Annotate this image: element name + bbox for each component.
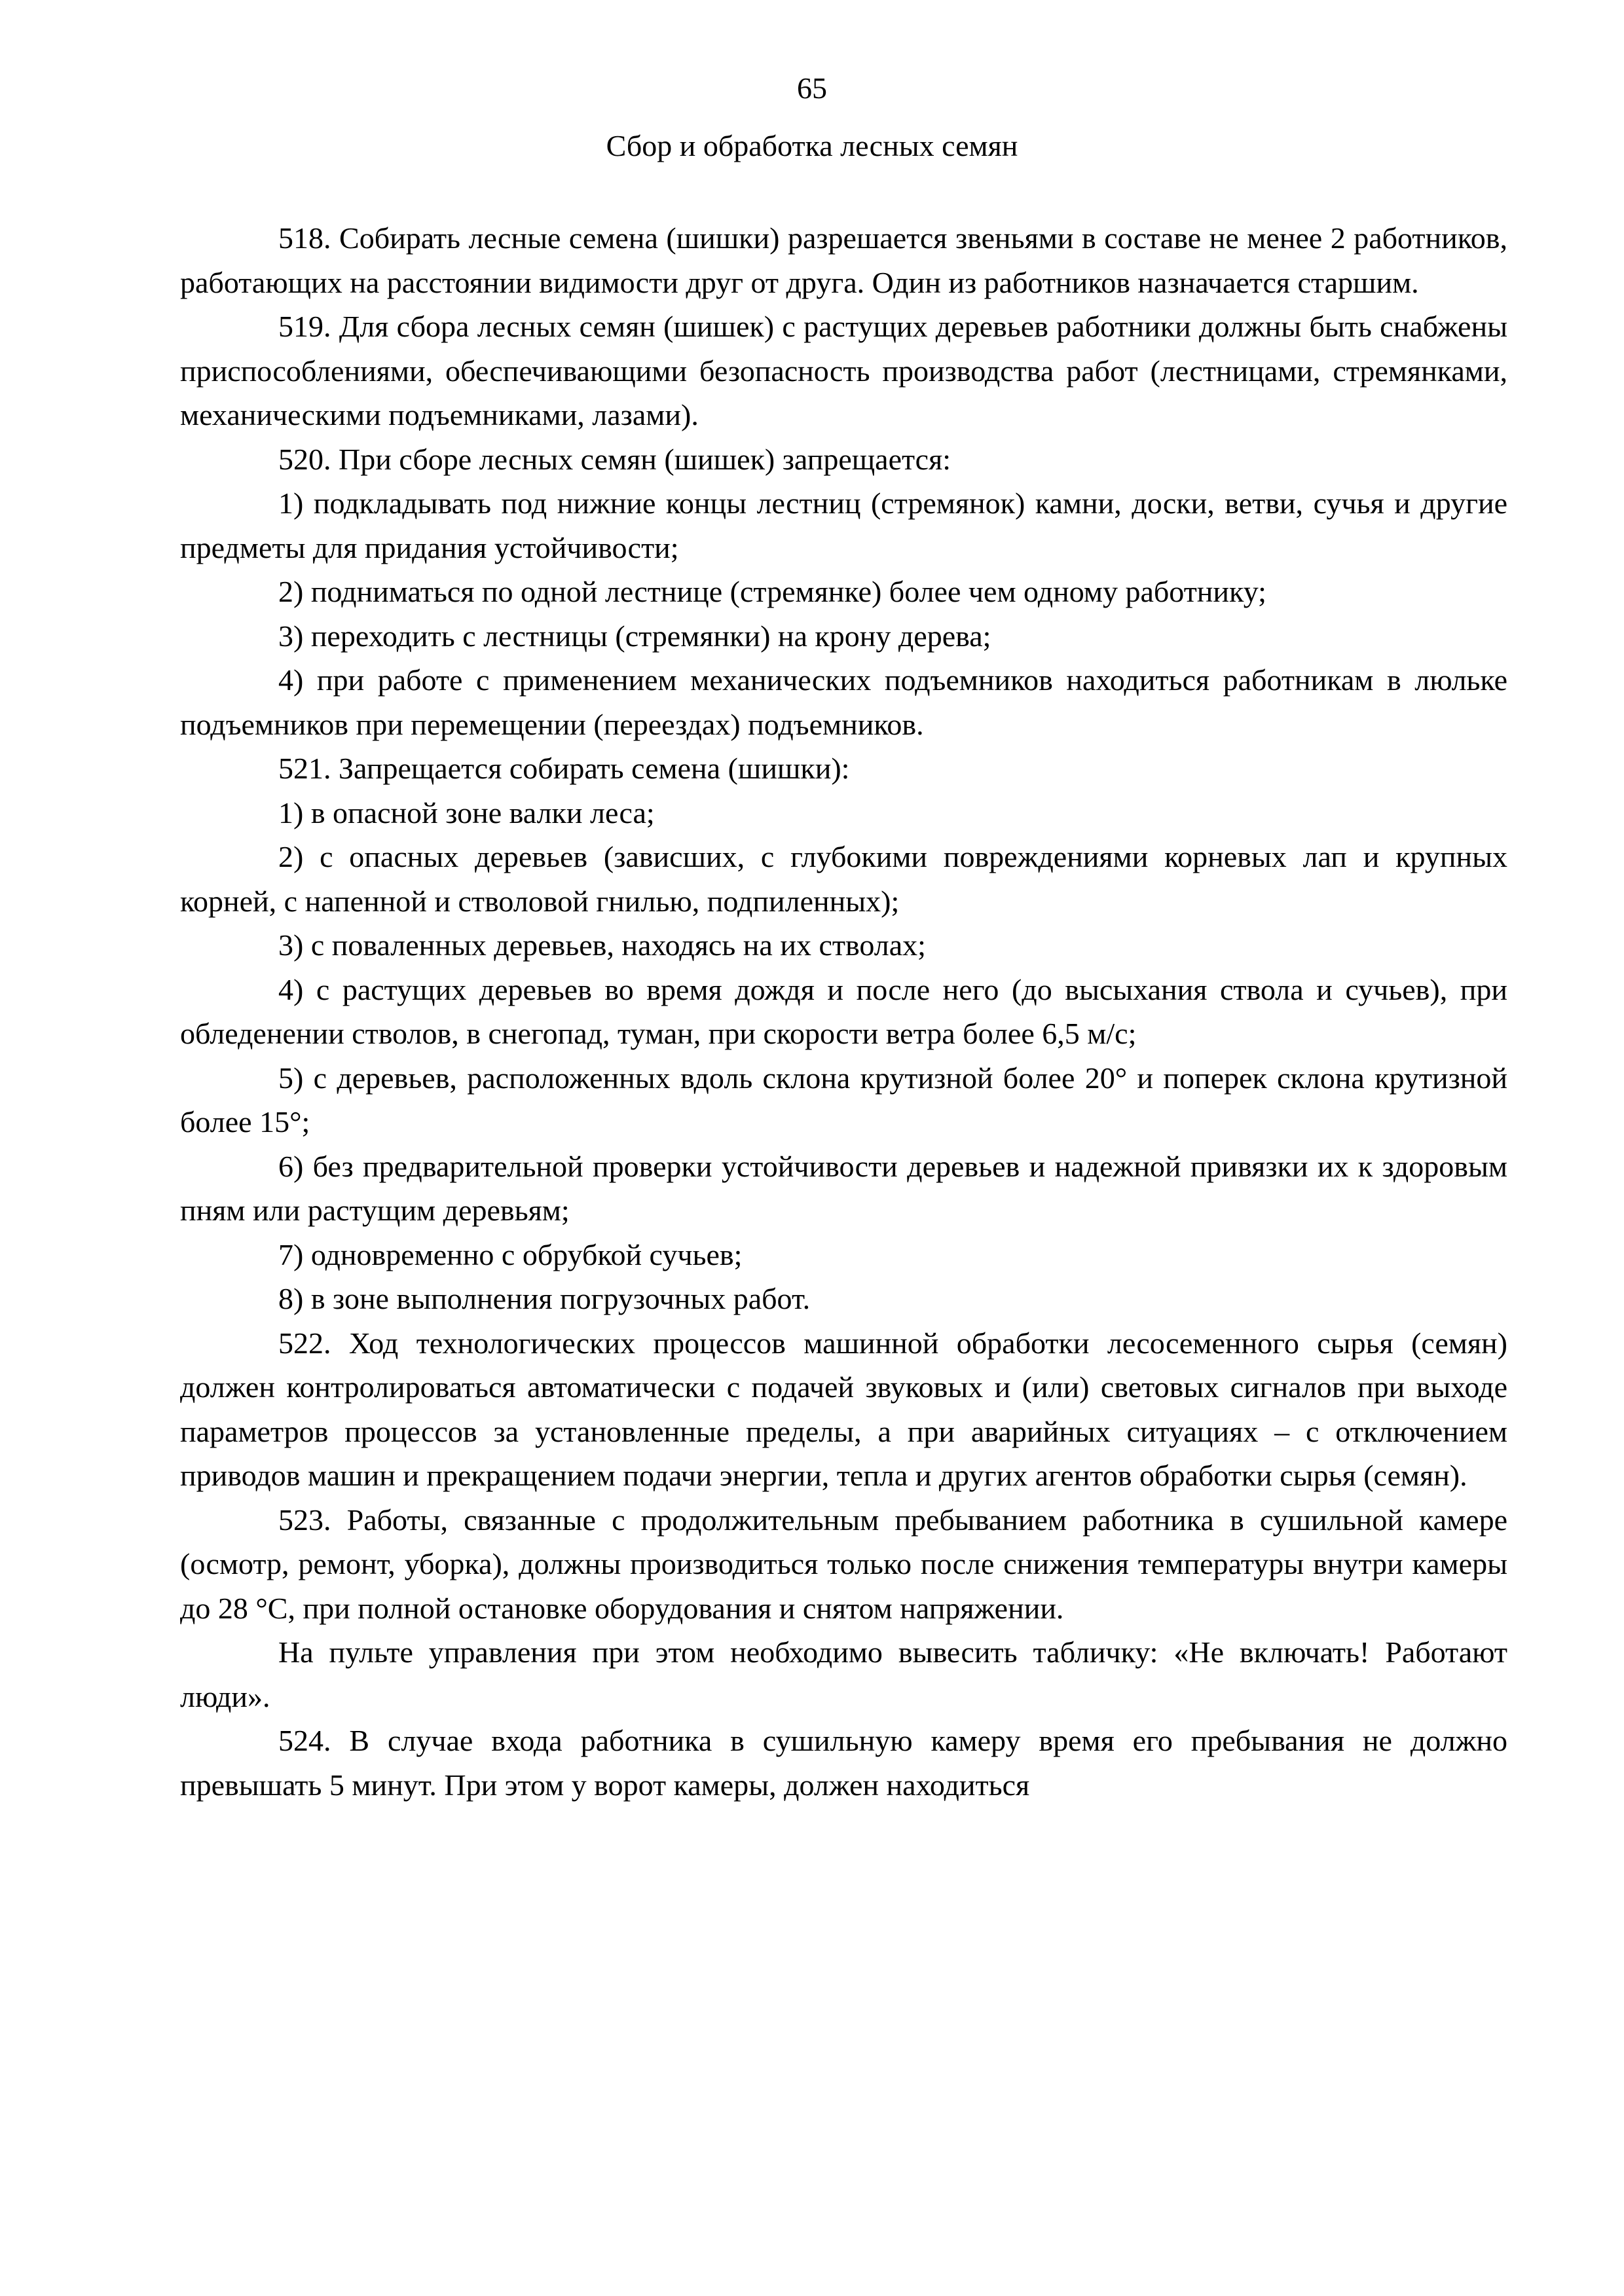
list-item: 2) подниматься по одной лестнице (стремянке) более чем одному работнику; [278,575,1266,608]
list-item: 8) в зоне выполнения погрузочных работ. [278,1282,811,1315]
list-item: 2) с опасных деревьев (зависших, с глубокими повреждениями корневых лап и крупных корней, с напенной и стволовой гнилью, подпиленных); [180,840,1507,918]
list-item: 1) в опасной зоне валки леса; [278,795,655,829]
list-item: 7) одновременно с обрубкой сучьев; [278,1237,743,1271]
paragraph-519: 519. Для сбора лесных семян (шишек) с растущих деревьев работники должны быть снабжены приспособлениями, обеспечивающими безопасность производства работ (лестницами, стремянками, механическими подъемниками, лазами). [180,310,1507,431]
paragraph-sign-note: На пульте управления при этом необходимо вывесить табличку: «Не включать! Работают люди». [180,1635,1507,1713]
paragraph-522: 522. Ход технологических процессов машинной обработки лесосеменного сырья (семян) должен контролироваться автоматически с подачей звуковых и (или) световых сигналов при выходе параметров процессов за установленные пределы, а при аварийных ситуациях – с отключением приводов машин и прекращением подачи энергии, тепла и других агентов обработки сырья (семян). [180,1326,1507,1492]
list-item: 6) без предварительной проверки устойчивости деревьев и надежной привязки их к здоровым пням или растущим деревьям; [180,1149,1507,1227]
section-title: Сбор и обработка лесных семян [606,129,1018,162]
list-item: 3) переходить с лестницы (стремянки) на крону дерева; [278,619,991,653]
list-item: 3) с поваленных деревьев, находясь на их стволах; [278,928,926,962]
list-item: 1) подкладывать под нижние концы лестниц (стремянок) камни, доски, ветви, сучья и другие предметы для придания устойчивости; [180,486,1507,564]
paragraph-521: 521. Запрещается собирать семена (шишки): [278,752,850,785]
paragraph-518: 518. Собирать лесные семена (шишки) разрешается звеньями в составе не менее 2 работников, работающих на расстоянии видимости друг от друга. Один из работников назначается старшим. [180,221,1507,299]
list-item: 4) при работе с применением механических подъемников находиться работникам в люльке подъемников при перемещении (переездах) подъемников. [180,663,1507,741]
paragraph-520: 520. При сборе лесных семян (шишек) запрещается: [278,442,951,476]
paragraph-524: 524. В случае входа работника в сушильную камеру время его пребывания не должно превышать 5 минут. При этом у ворот камеры, должен находиться [180,1724,1507,1802]
paragraph-523: 523. Работы, связанные с продолжительным пребыванием работника в сушильной камере (осмотр, ремонт, уборка), должны производиться только после снижения температуры внутри камеры до 28 °С, при полной остановке оборудования и снятом напряжении. [180,1503,1507,1625]
list-item: 5) с деревьев, расположенных вдоль склона крутизной более 20° и поперек склона крутизной более 15°; [180,1061,1507,1139]
document-body [180,216,1507,1807]
page-number: 65 [797,71,827,105]
list-item: 4) с растущих деревьев во время дождя и после него (до высыхания ствола и сучьев), при обледенении стволов, в снегопад, туман, при скорости ветра более 6,5 м/с; [180,972,1507,1050]
